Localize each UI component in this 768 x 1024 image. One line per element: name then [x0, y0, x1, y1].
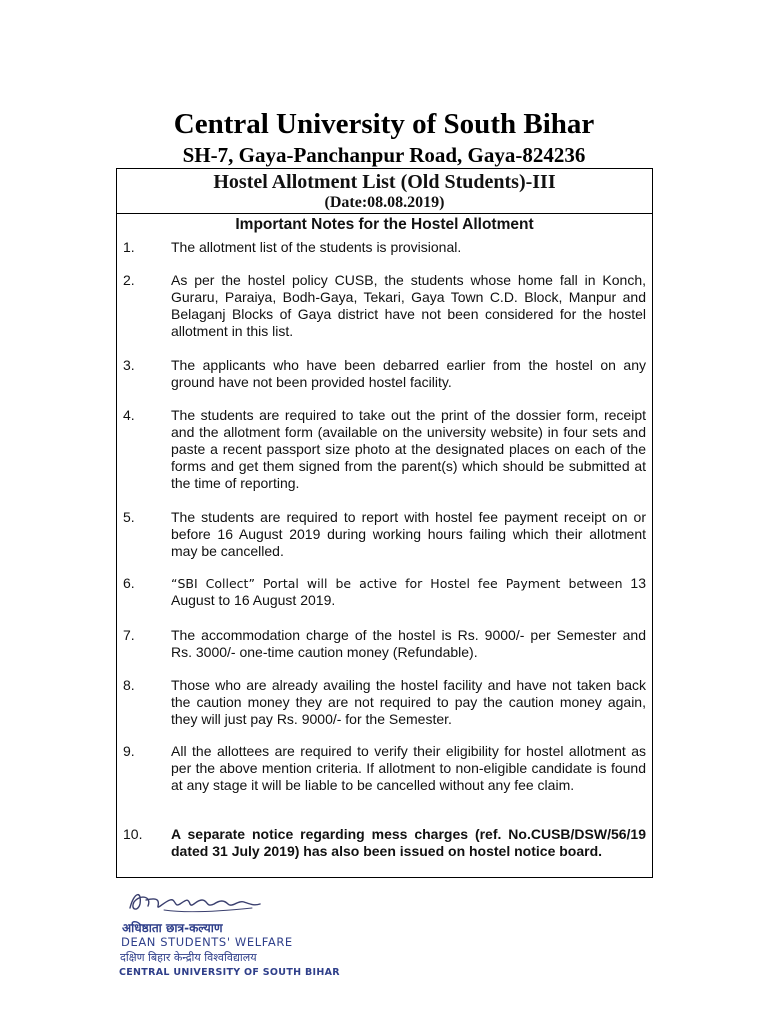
allotment-notice-box — [116, 168, 653, 878]
note-number: 8. — [123, 677, 135, 693]
handwritten-signature — [124, 886, 264, 916]
note-text: Those who are already availing the hostel facility and have not taken back the caution money they are not required to pay the caution money again, they will just pay Rs. 9000/- for the Semester. — [171, 677, 646, 727]
note-text: A separate notice regarding mess charges (ref. No.CUSB/DSW/56/19 dated 31 July 2019) has also been issued on hostel notice board. — [171, 826, 646, 859]
note-text-portal: “SBI Collect” Portal will be active for Hostel fee Payment between — [171, 576, 623, 591]
note-number: 9. — [123, 743, 135, 759]
note-text: All the allottees are required to verify their eligibility for hostel allotment as per the above mention criteria. If allotment to non-eligible candidate is found at any stage it will be liable to be cancelled without any fee claim. — [171, 743, 646, 793]
note-number: 7. — [123, 627, 135, 643]
note-text: The students are required to take out the print of the dossier form, receipt and the allotment form (available on the university website) in four sets and paste a recent passport size photo at the designated places on each of the forms and get them signed from the parent(s) which should be submitted at the time of reporting. — [171, 407, 646, 491]
note-number: 1. — [123, 239, 135, 255]
note-text: The allotment list of the students is provisional. — [171, 239, 462, 255]
note-text: As per the hostel policy CUSB, the students whose home fall in Konch, Guraru, Paraiya, Bodh-Gaya, Tekari, Gaya Town C.D. Block, Manpur and Belaganj Blocks of Gaya district have not been considered for the hostel allotment in this list. — [171, 272, 646, 339]
stamp-english-title: DEAN STUDENTS' WELFARE — [121, 935, 293, 949]
note-text: The applicants who have been debarred earlier from the hostel on any ground have not been provided hostel facility. — [171, 357, 646, 390]
title-divider — [117, 213, 652, 214]
stamp-english-university: CENTRAL UNIVERSITY OF SOUTH BIHAR — [119, 967, 340, 978]
university-address: SH-7, Gaya-Panchanpur Road, Gaya-824236 — [182, 143, 586, 167]
list-date: (Date:08.08.2019) — [324, 194, 445, 211]
note-number: 4. — [123, 407, 135, 423]
note-number: 2. — [123, 272, 135, 288]
list-title: Hostel Allotment List (Old Students)-III — [213, 171, 556, 193]
note-number: 5. — [123, 509, 135, 525]
stamp-hindi-university: दक्षिण बिहार केन्द्रीय विश्वविद्यालय — [120, 951, 257, 964]
note-number: 3. — [123, 357, 135, 373]
note-text — [171, 575, 646, 609]
signature-stamp — [118, 886, 348, 986]
note-text: The accommodation charge of the hostel is Rs. 9000/- per Semester and Rs. 3000/- one-time caution money (Refundable). — [171, 627, 646, 660]
note-text-dates: 13 August to 16 August 2019. — [171, 575, 646, 608]
note-text: The students are required to report with hostel fee payment receipt on or before 16 August 2019 during working hours failing which their allotment may be cancelled. — [171, 509, 646, 559]
note-number: 10. — [123, 826, 143, 842]
notes-heading: Important Notes for the Hostel Allotment — [235, 216, 534, 233]
stamp-hindi-title: अधिष्ठाता छात्र-कल्याण — [122, 921, 223, 935]
note-number: 6. — [123, 575, 135, 591]
university-name: Central University of South Bihar — [173, 108, 595, 140]
